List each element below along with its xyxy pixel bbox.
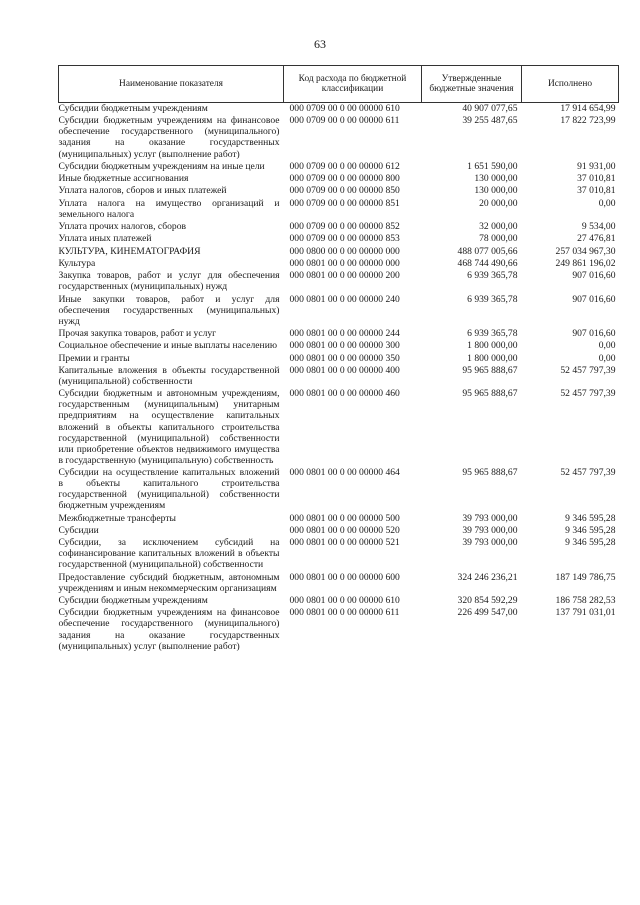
row-approved-value: 1 800 000,00 [467,352,518,364]
row-expense-code: 000 0801 00 0 00 00000 460 [289,388,400,400]
table-row [59,173,619,185]
table-row [59,185,619,197]
table-row [59,233,619,245]
table-row [59,525,619,537]
table-row [59,198,619,221]
row-approved-value: 40 907 077,65 [462,103,518,114]
page-number: 63 [314,37,326,51]
table-row [59,537,619,571]
row-executed-value: 91 931,00 [577,160,616,172]
row-executed-value: 187 149 786,75 [555,571,616,583]
row-indicator-name: Капитальные вложения в объекты государственной (муниципальной) собственности [58,364,280,387]
row-approved-value: 1 800 000,00 [467,340,518,352]
table-row [59,388,619,467]
row-approved-value: 226 499 547,00 [457,607,518,619]
row-expense-code: 000 0800 00 0 00 00000 000 [289,245,400,257]
table-header [59,66,619,103]
table-row [59,246,619,258]
row-approved-value: 39 255 487,65 [462,115,518,127]
table-row [59,595,619,607]
row-executed-value: 9 346 595,28 [565,512,616,524]
table-row [59,103,619,116]
row-expense-code: 000 0709 00 0 00 00000 612 [289,160,400,172]
row-executed-value: 907 016,60 [572,293,616,305]
row-expense-code: 000 0709 00 0 00 00000 852 [289,221,400,233]
row-indicator-name: Субсидии на осуществление капитальных вложений в объекты капитального строительства государственной (муниципальной) собственности бюджетным учреждениям [58,467,280,512]
row-expense-code: 000 0709 00 0 00 00000 800 [289,173,400,185]
row-indicator-name: Уплата налога на имущество организаций и земельного налога [58,197,280,220]
row-approved-value: 32 000,00 [479,221,518,233]
row-indicator-name: Предоставление субсидий бюджетным, автономным учреждениям и иным некоммерческим организациям [58,571,280,594]
header-executed: Исполнено [522,66,619,103]
row-executed-value: 249 861 196,02 [555,257,616,269]
row-approved-value: 1 651 590,00 [467,160,518,172]
row-executed-value: 9 346 595,28 [565,537,616,549]
row-indicator-name: Культура [58,257,96,269]
row-executed-value: 52 457 797,39 [560,388,616,400]
row-indicator-name: Субсидии, за исключением субсидий на софинансирование капитальных вложений в объекты государственной (муниципальной) собственности [58,537,280,571]
row-expense-code: 000 0801 00 0 00 00000 521 [289,537,400,549]
table-row [59,467,619,513]
row-indicator-name: Межбюджетные трансферты [58,512,176,524]
row-indicator-name: Социальное обеспечение и иные выплаты населению [58,340,277,352]
row-indicator-name: Прочая закупка товаров, работ и услуг [58,328,217,340]
table-row [59,115,619,161]
row-executed-value: 137 791 031,01 [555,607,616,619]
row-expense-code: 000 0709 00 0 00 00000 610 [289,103,400,114]
row-expense-code: 000 0801 00 0 00 00000 611 [289,607,400,619]
header-indicator-name: Наименование показателя [59,66,284,103]
row-expense-code: 000 0801 00 0 00 00000 600 [289,571,400,583]
row-executed-value: 0,00 [598,197,616,209]
row-expense-code: 000 0801 00 0 00 00000 520 [289,524,400,536]
row-executed-value: 0,00 [598,340,616,352]
table-row [59,353,619,365]
row-executed-value: 37 010,81 [577,173,616,185]
row-approved-value: 6 939 365,78 [467,270,518,282]
row-executed-value: 52 457 797,39 [560,467,616,479]
table-row [59,513,619,525]
row-executed-value: 257 034 967,30 [555,245,616,257]
header-expense-code: Код расхода по бюджетной классификации [284,66,422,103]
row-indicator-name: Субсидии бюджетным и автономным учреждениям, государственным (муниципальным) унитарным предприятиям на осуществление капитальных вложений в объекты капитального строительства государственной (муниципальной) собственности или приобретение объектов недвижимого имущества в государственную (муниципальную) собственность [58,388,280,466]
table-row [59,221,619,233]
row-approved-value: 95 965 888,67 [462,364,518,376]
row-indicator-name: Субсидии бюджетным учреждениям на иные цели [58,160,265,172]
table-row [59,607,619,653]
row-approved-value: 488 077 005,66 [457,245,518,257]
table-row [59,365,619,388]
row-expense-code: 000 0709 00 0 00 00000 853 [289,233,400,245]
row-indicator-name: КУЛЬТУРА, КИНЕМАТОГРАФИЯ [58,245,201,257]
row-approved-value: 324 246 236,21 [457,571,518,583]
row-expense-code: 000 0801 00 0 00 00000 240 [289,293,400,305]
row-indicator-name: Иные закупки товаров, работ и услуг для обеспечения государственных (муниципальных) нужд [58,293,280,327]
row-expense-code: 000 0801 00 0 00 00000 200 [289,270,400,282]
row-approved-value: 468 744 490,66 [457,257,518,269]
row-expense-code: 000 0801 00 0 00 00000 000 [289,257,400,269]
row-executed-value: 17 914 654,99 [560,103,616,114]
row-approved-value: 6 939 365,78 [467,293,518,305]
row-executed-value: 9 346 595,28 [565,524,616,536]
row-approved-value: 130 000,00 [474,185,518,197]
row-executed-value: 907 016,60 [572,328,616,340]
row-executed-value: 52 457 797,39 [560,364,616,376]
row-approved-value: 78 000,00 [479,233,518,245]
header-approved-values: Утвержденные бюджетные значения [422,66,522,103]
row-expense-code: 000 0801 00 0 00 00000 300 [289,340,400,352]
row-approved-value: 6 939 365,78 [467,328,518,340]
row-approved-value: 20 000,00 [479,197,518,209]
table-body [59,103,619,653]
row-expense-code: 000 0801 00 0 00 00000 400 [289,364,400,376]
row-approved-value: 95 965 888,67 [462,388,518,400]
row-indicator-name: Субсидии бюджетным учреждениям [58,103,208,114]
row-indicator-name: Субсидии бюджетным учреждениям на финансовое обеспечение государственного (муниципального) задания на оказание государственных (муниципальных) услуг (выполнение работ) [58,115,280,160]
budget-execution-table [58,65,619,653]
row-executed-value: 907 016,60 [572,270,616,282]
row-indicator-name: Уплата иных платежей [58,233,152,245]
table-row [59,258,619,270]
row-executed-value: 9 534,00 [581,221,616,233]
row-expense-code: 000 0709 00 0 00 00000 851 [289,197,400,209]
table-row [59,270,619,293]
row-approved-value: 39 793 000,00 [462,524,518,536]
row-indicator-name: Субсидии бюджетным учреждениям на финансовое обеспечение государственного (муниципального) задания на оказание государственных (муниципальных) услуг (выполнение работ) [58,607,280,652]
row-indicator-name: Уплата налогов, сборов и иных платежей [58,185,227,197]
row-expense-code: 000 0709 00 0 00 00000 611 [289,115,400,127]
row-expense-code: 000 0801 00 0 00 00000 244 [289,328,400,340]
row-indicator-name: Субсидии бюджетным учреждениям [58,595,208,607]
row-expense-code: 000 0801 00 0 00 00000 464 [289,467,400,479]
row-indicator-name: Уплата прочих налогов, сборов [58,221,187,233]
row-expense-code: 000 0801 00 0 00 00000 500 [289,512,400,524]
row-approved-value: 130 000,00 [474,173,518,185]
row-approved-value: 95 965 888,67 [462,467,518,479]
row-executed-value: 37 010,81 [577,185,616,197]
table-row [59,328,619,340]
table-row [59,294,619,328]
row-approved-value: 39 793 000,00 [462,537,518,549]
row-executed-value: 17 822 723,99 [560,115,616,127]
row-indicator-name: Субсидии [58,524,99,536]
row-indicator-name: Иные бюджетные ассигнования [58,173,189,185]
row-indicator-name: Премии и гранты [58,352,130,364]
row-approved-value: 39 793 000,00 [462,512,518,524]
row-executed-value: 186 758 282,53 [555,595,616,607]
row-expense-code: 000 0801 00 0 00 00000 610 [289,595,400,607]
table-row [59,161,619,173]
row-executed-value: 0,00 [598,352,616,364]
row-approved-value: 320 854 592,29 [457,595,518,607]
table-row [59,340,619,352]
row-expense-code: 000 0801 00 0 00 00000 350 [289,352,400,364]
table-row [59,572,619,595]
row-executed-value: 27 476,81 [577,233,616,245]
row-expense-code: 000 0709 00 0 00 00000 850 [289,185,400,197]
row-indicator-name: Закупка товаров, работ и услуг для обеспечения государственных (муниципальных) нужд [58,270,280,293]
